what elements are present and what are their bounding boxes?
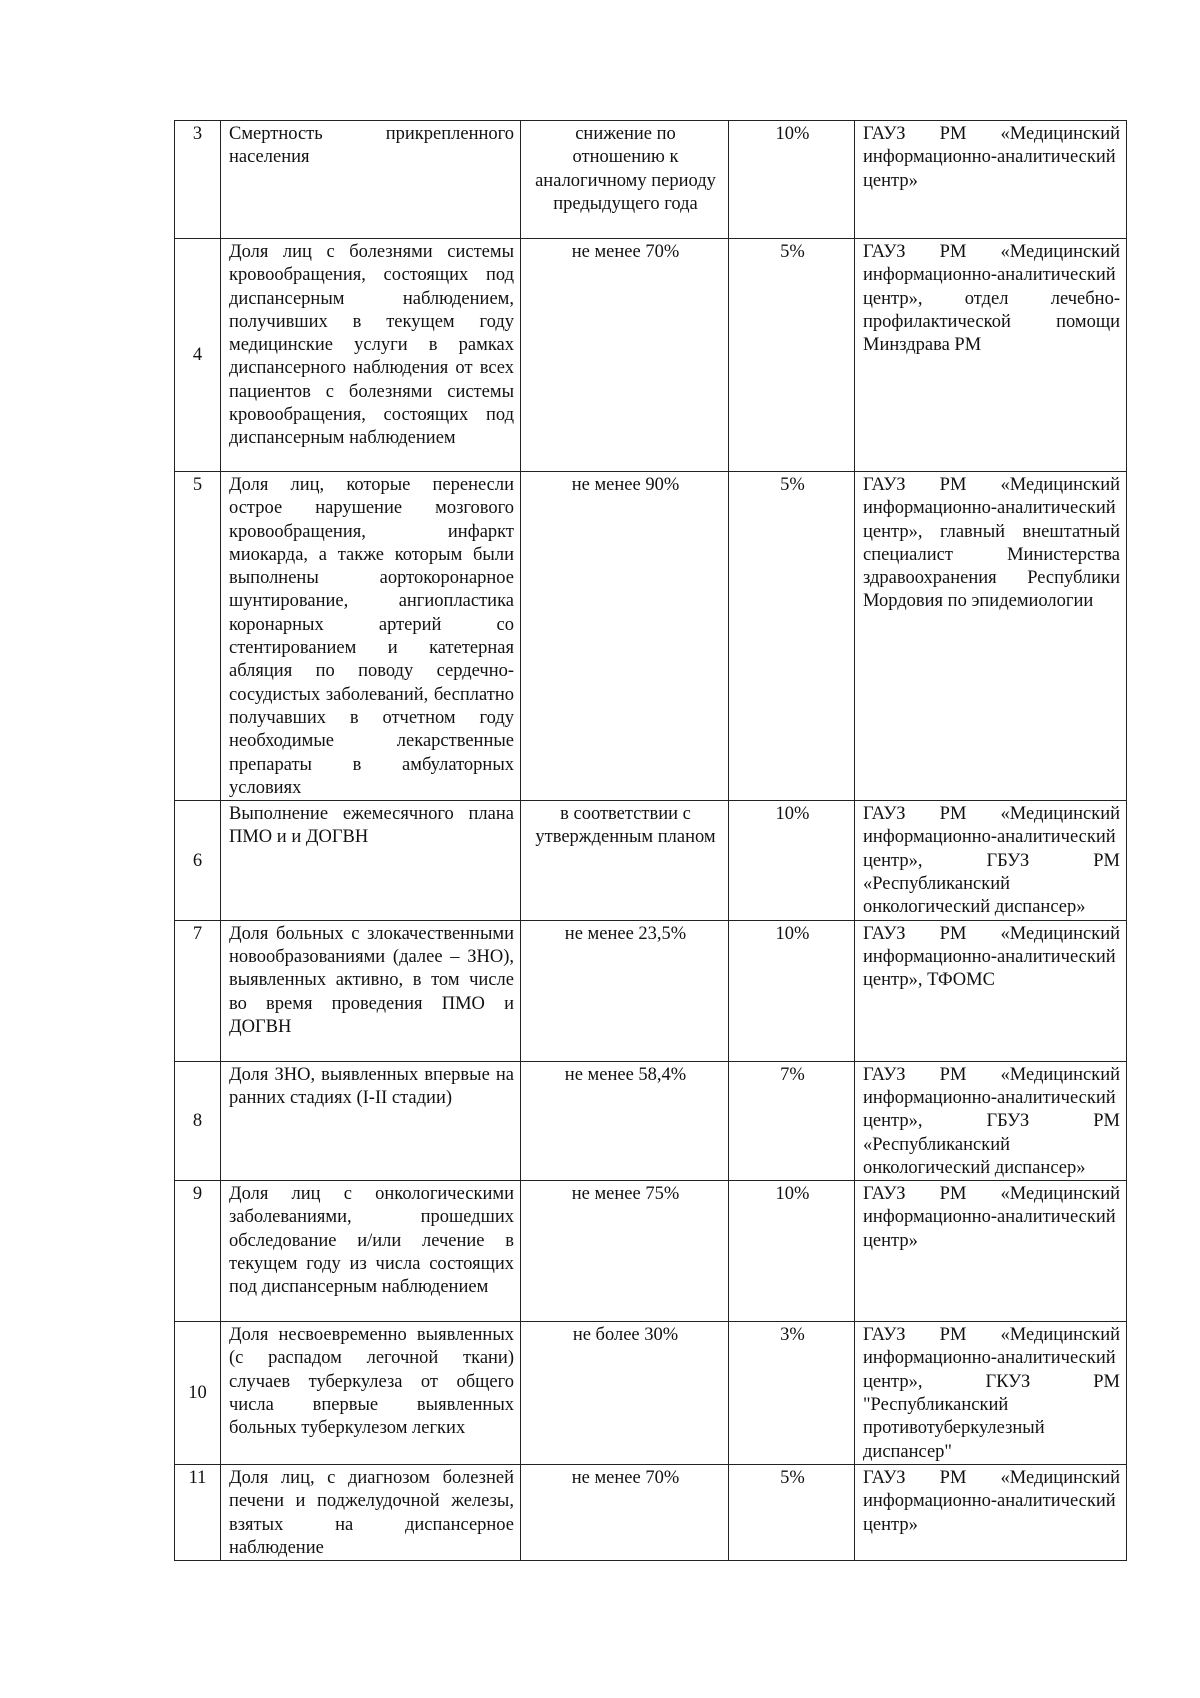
row-number: 10 — [175, 1322, 221, 1465]
weight-cell: 10% — [729, 801, 855, 920]
indicator-cell: Доля лиц, с диагнозом болезней печени и поджелудочной железы, взятых на диспансерное наблюдение — [221, 1464, 521, 1560]
table-row — [175, 1181, 1127, 1322]
table-row — [175, 1322, 1127, 1465]
responsible-cell: ГАУЗ РМ «Медицинский информационно-аналитический центр» — [855, 121, 1127, 239]
weight-cell: 10% — [729, 1181, 855, 1322]
weight-cell: 5% — [729, 472, 855, 801]
target-value-cell: не менее 90% — [521, 472, 729, 801]
responsible-cell: ГАУЗ РМ «Медицинский информационно-аналитический центр», отдел лечебно-профилактической помощи Минздрава РМ — [855, 239, 1127, 472]
document-page — [174, 120, 1126, 1561]
indicator-cell: Доля ЗНО, выявленных впервые на ранних стадиях (I-II стадии) — [221, 1061, 521, 1180]
row-number: 9 — [175, 1181, 221, 1322]
table-row — [175, 239, 1127, 472]
table-row — [175, 121, 1127, 239]
responsible-cell: ГАУЗ РМ «Медицинский информационно-аналитический центр», ТФОМС — [855, 920, 1127, 1061]
responsible-cell: ГАУЗ РМ «Медицинский информационно-аналитический центр», ГБУЗ РМ «Республиканский онкологический диспансер» — [855, 1061, 1127, 1180]
indicator-cell: Доля несвоевременно выявленных (с распадом легочной ткани) случаев туберкулеза от общего числа впервые выявленных больных туберкулезом легких — [221, 1322, 521, 1465]
indicators-table — [174, 120, 1127, 1561]
target-value-cell: не менее 70% — [521, 1464, 729, 1560]
indicator-cell: Смертность прикрепленного населения — [221, 121, 521, 239]
weight-cell: 10% — [729, 121, 855, 239]
table-row — [175, 1061, 1127, 1180]
row-number: 6 — [175, 801, 221, 920]
target-value-cell: не менее 58,4% — [521, 1061, 729, 1180]
weight-cell: 5% — [729, 1464, 855, 1560]
weight-cell: 3% — [729, 1322, 855, 1465]
indicator-cell: Выполнение ежемесячного плана ПМО и и ДОГВН — [221, 801, 521, 920]
weight-cell: 5% — [729, 239, 855, 472]
indicator-cell: Доля лиц, которые перенесли острое нарушение мозгового кровообращения, инфаркт миокарда, а также которым были выполнены аортокоронарное шунтирование, ангиопластика коронарных артерий со стентированием и катетерная абляция по поводу сердечно-сосудистых заболеваний, бесплатно получавших в отчетном году необходимые лекарственные препараты в амбулаторных условиях — [221, 472, 521, 801]
row-number: 4 — [175, 239, 221, 472]
weight-cell: 7% — [729, 1061, 855, 1180]
responsible-cell: ГАУЗ РМ «Медицинский информационно-аналитический центр» — [855, 1181, 1127, 1322]
table-row — [175, 920, 1127, 1061]
target-value-cell: не менее 70% — [521, 239, 729, 472]
row-number: 7 — [175, 920, 221, 1061]
weight-cell: 10% — [729, 920, 855, 1061]
target-value-cell: не менее 23,5% — [521, 920, 729, 1061]
indicator-cell: Доля лиц с онкологическими заболеваниями, прошедших обследование и/или лечение в текущем году из числа состоящих под диспансерным наблюдением — [221, 1181, 521, 1322]
responsible-cell: ГАУЗ РМ «Медицинский информационно-аналитический центр» — [855, 1464, 1127, 1560]
table-row — [175, 801, 1127, 920]
row-number: 11 — [175, 1464, 221, 1560]
row-number: 8 — [175, 1061, 221, 1180]
indicator-cell: Доля лиц с болезнями системы кровообращения, состоящих под диспансерным наблюдением, получивших в текущем году медицинские услуги в рамках диспансерного наблюдения от всех пациентов с болезнями системы кровообращения, состоящих под диспансерным наблюдением — [221, 239, 521, 472]
row-number: 5 — [175, 472, 221, 801]
responsible-cell: ГАУЗ РМ «Медицинский информационно-аналитический центр», ГКУЗ РМ "Республиканский противотуберкулезный диспансер" — [855, 1322, 1127, 1465]
indicator-cell: Доля больных с злокачественными новообразованиями (далее – ЗНО), выявленных активно, в том числе во время проведения ПМО и ДОГВН — [221, 920, 521, 1061]
responsible-cell: ГАУЗ РМ «Медицинский информационно-аналитический центр», ГБУЗ РМ «Республиканский онкологический диспансер» — [855, 801, 1127, 920]
table-row — [175, 1464, 1127, 1560]
responsible-cell: ГАУЗ РМ «Медицинский информационно-аналитический центр», главный внештатный специалист Министерства здравоохранения Республики Мордовия по эпидемиологии — [855, 472, 1127, 801]
target-value-cell: снижение по отношению к аналогичному периоду предыдущего года — [521, 121, 729, 239]
target-value-cell: не более 30% — [521, 1322, 729, 1465]
target-value-cell: не менее 75% — [521, 1181, 729, 1322]
table-row — [175, 472, 1127, 801]
target-value-cell: в соответствии с утвержденным планом — [521, 801, 729, 920]
row-number: 3 — [175, 121, 221, 239]
